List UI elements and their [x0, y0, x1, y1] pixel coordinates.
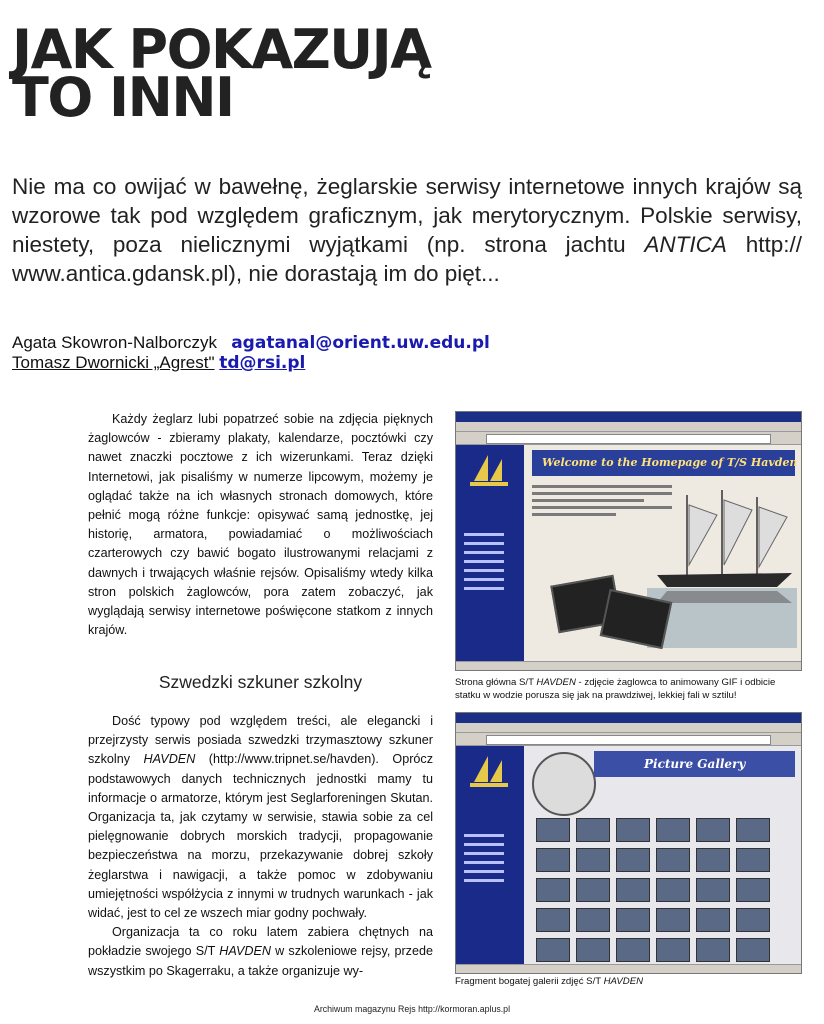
archive-footer: Archiwum magazynu Rejs http://kormoran.aplus.pl [313, 1004, 511, 1014]
p3-before: Organizacja ta co roku latem zabiera chętnych na pokładzie swojego S/T [88, 925, 433, 959]
p2-ship-name: HAVDEN [143, 752, 196, 767]
screenshot-gallery [455, 712, 802, 974]
gallery-thumb[interactable] [616, 938, 650, 962]
browser-titlebar [456, 713, 801, 723]
gallery-thumb[interactable] [616, 848, 650, 872]
p3-ship-name: HAVDEN [219, 944, 272, 959]
body-text-1: Każdy żeglarz lubi popatrzeć sobie na zdjęcia pięknych żaglowców - zbieramy plakaty, kalendarze, pocztówki czy nawet znaczki pocztowe z ich wizerunkami. Teraz dzięki Internetowi, jak pisaliśmy w numerze lipcowym, możemy je oglądać także na ich własnych stronach domowych, które pełnić mogą różne funkcje: opisywać samą jednostkę, jej historię, armatora, powiadamiać o możliwościach czarterowych czy bawić bogato ilustrowanymi relacjami z dawnych i trwających właśnie rejsów. Opisaliśmy wtedy kilka stron polskich żaglowców, pora zatem zobaczyć, jak wyglądają serwisy internetowe poświęcone statkom z innych krajów. [88, 412, 433, 638]
nav-line [464, 852, 504, 855]
p3-after: w szkoleniowe rejsy, przede wszystkim po Skagerraku, a także organizuje wy- [88, 944, 433, 978]
authors [12, 333, 490, 373]
gallery-thumb[interactable] [736, 908, 770, 932]
welcome-banner [532, 450, 798, 476]
title-line-2: TO INNI [12, 66, 234, 129]
nav-line [464, 843, 504, 846]
browser-menubar [456, 723, 801, 733]
gallery-thumb[interactable] [576, 818, 610, 842]
gallery-thumb[interactable] [616, 818, 650, 842]
title-line-1: JAK POKAZUJĄ [12, 18, 431, 81]
gallery-thumb[interactable] [656, 938, 690, 962]
nav-line [464, 870, 504, 873]
gallery-thumb[interactable] [736, 878, 770, 902]
author-row-1 [12, 333, 490, 353]
caption-2-before: Fragment bogatej galerii zdjęć S/T [455, 976, 604, 987]
gallery-thumb[interactable] [656, 848, 690, 872]
gallery-thumb[interactable] [536, 938, 570, 962]
site-main [524, 746, 801, 964]
gallery-thumb[interactable] [696, 938, 730, 962]
gallery-thumb[interactable] [576, 938, 610, 962]
gallery-thumb[interactable] [536, 908, 570, 932]
ship-logo-icon [466, 752, 512, 792]
gallery-banner [594, 751, 795, 777]
gallery-thumb[interactable] [656, 818, 690, 842]
gallery-thumb[interactable] [736, 848, 770, 872]
caption-2-ship: HAVDEN [603, 976, 644, 987]
gallery-banner-text: Picture Gallery [644, 757, 746, 771]
nav-line [464, 861, 504, 864]
site-main [524, 445, 801, 661]
site-sidebar [456, 746, 524, 964]
section-heading: Szwedzki szkuner szkolny [158, 672, 363, 692]
lead-text-before: Nie ma co owijać w bawełnę, żeglarskie serwisy internetowe innych krajów są wzorowe tak pod względem graficznym, jak merytorycznym. Polskie serwisy, niestety, poza nielicznymi wyjątkami (np. strona jachtu [12, 174, 802, 257]
nav-line [464, 587, 504, 590]
nav-line [464, 569, 504, 572]
nav-line [464, 542, 504, 545]
gallery-thumb[interactable] [616, 878, 650, 902]
gallery-thumb[interactable] [696, 908, 730, 932]
body-paragraph-2 [88, 712, 433, 923]
author-1-email-link[interactable]: agatanal@orient.uw.edu.pl [231, 333, 490, 353]
address-field [486, 735, 771, 745]
lead-text-after: http:// www.antica.gdansk.pl), nie dorastają im do pięt... [12, 232, 802, 286]
caption-1-ship: HAVDEN [536, 677, 576, 688]
author-1-name: Agata Skowron-Nalborczyk [12, 333, 218, 352]
nav-line [464, 879, 504, 882]
sailing-ship-icon [647, 485, 797, 650]
body-paragraph-1 [88, 410, 433, 640]
gallery-thumb[interactable] [616, 908, 650, 932]
gallery-thumb[interactable] [576, 878, 610, 902]
caption-2 [455, 976, 800, 989]
gallery-thumb[interactable] [736, 818, 770, 842]
browser-addressbar [456, 733, 801, 746]
gallery-thumb[interactable] [696, 818, 730, 842]
nav-line [464, 578, 504, 581]
gallery-thumb[interactable] [536, 878, 570, 902]
welcome-banner-text: Welcome to the Homepage of T/S Havden [542, 456, 798, 469]
nav-line [464, 551, 504, 554]
gallery-thumb[interactable] [696, 878, 730, 902]
author-2-email-link[interactable]: td@rsi.pl [219, 353, 306, 373]
body-column-2 [88, 712, 433, 981]
photo-grid [536, 818, 770, 962]
gallery-thumb[interactable] [656, 908, 690, 932]
lead-paragraph [12, 172, 802, 288]
gallery-thumb[interactable] [736, 938, 770, 962]
ship-logo-icon [466, 451, 512, 491]
gallery-thumb[interactable] [536, 848, 570, 872]
gallery-thumb[interactable] [656, 878, 690, 902]
site-sidebar [456, 445, 524, 661]
body-paragraph-3 [88, 923, 433, 981]
address-field [486, 434, 771, 444]
gallery-thumb[interactable] [696, 848, 730, 872]
gallery-thumb[interactable] [576, 908, 610, 932]
browser-menubar [456, 422, 801, 432]
browser-titlebar [456, 412, 801, 422]
author-2-name: Tomasz Dwornicki „Agrest" [12, 353, 215, 372]
nav-line [464, 834, 504, 837]
article-title [12, 18, 652, 129]
caption-1-after: - zdjęcie żaglowca to animowany GIF i odbicie statku w wodzie porusza się jak na prawdziwej, lekkiej fali w sztilu! [455, 677, 776, 701]
p2-after: (http://www.tripnet.se/havden). Oprócz podstawowych danych technicznych jednostki mamy tu informacje o armatorze, którym jest Seglarforeningen Skutan. Organizacja ta, jak czytamy w serwisie, stawia sobie za cel pielęgnowanie dobrych morskich tradycji, propagowanie bezpieczeństwa na morzu, przekazywanie dobrej szkoły żeglarstwa i nawigacji, a także pomoc w zdobywaniu umiejętności współżycia z innymi w trudnych warunkach - jak widać, jest to cel ze wszech miar godny pochwały. [88, 752, 433, 921]
browser-statusbar [456, 661, 801, 670]
caption-1-before: Strona główna S/T [455, 677, 537, 688]
screenshot-homepage [455, 411, 802, 671]
author-row-2 [12, 353, 490, 373]
browser-addressbar [456, 432, 801, 445]
nav-line [464, 533, 504, 536]
havden-seal-icon [532, 752, 596, 816]
gallery-thumb[interactable] [536, 818, 570, 842]
caption-1 [455, 677, 800, 702]
lead-yacht-name: ANTICA [644, 232, 727, 257]
p2-before: Dość typowy pod względem treści, ale elegancki i przejrzysty serwis posiada szwedzki trzymasztowy szkuner szkolny [88, 714, 433, 767]
nav-line [464, 560, 504, 563]
gallery-thumb[interactable] [576, 848, 610, 872]
browser-statusbar [456, 964, 801, 973]
